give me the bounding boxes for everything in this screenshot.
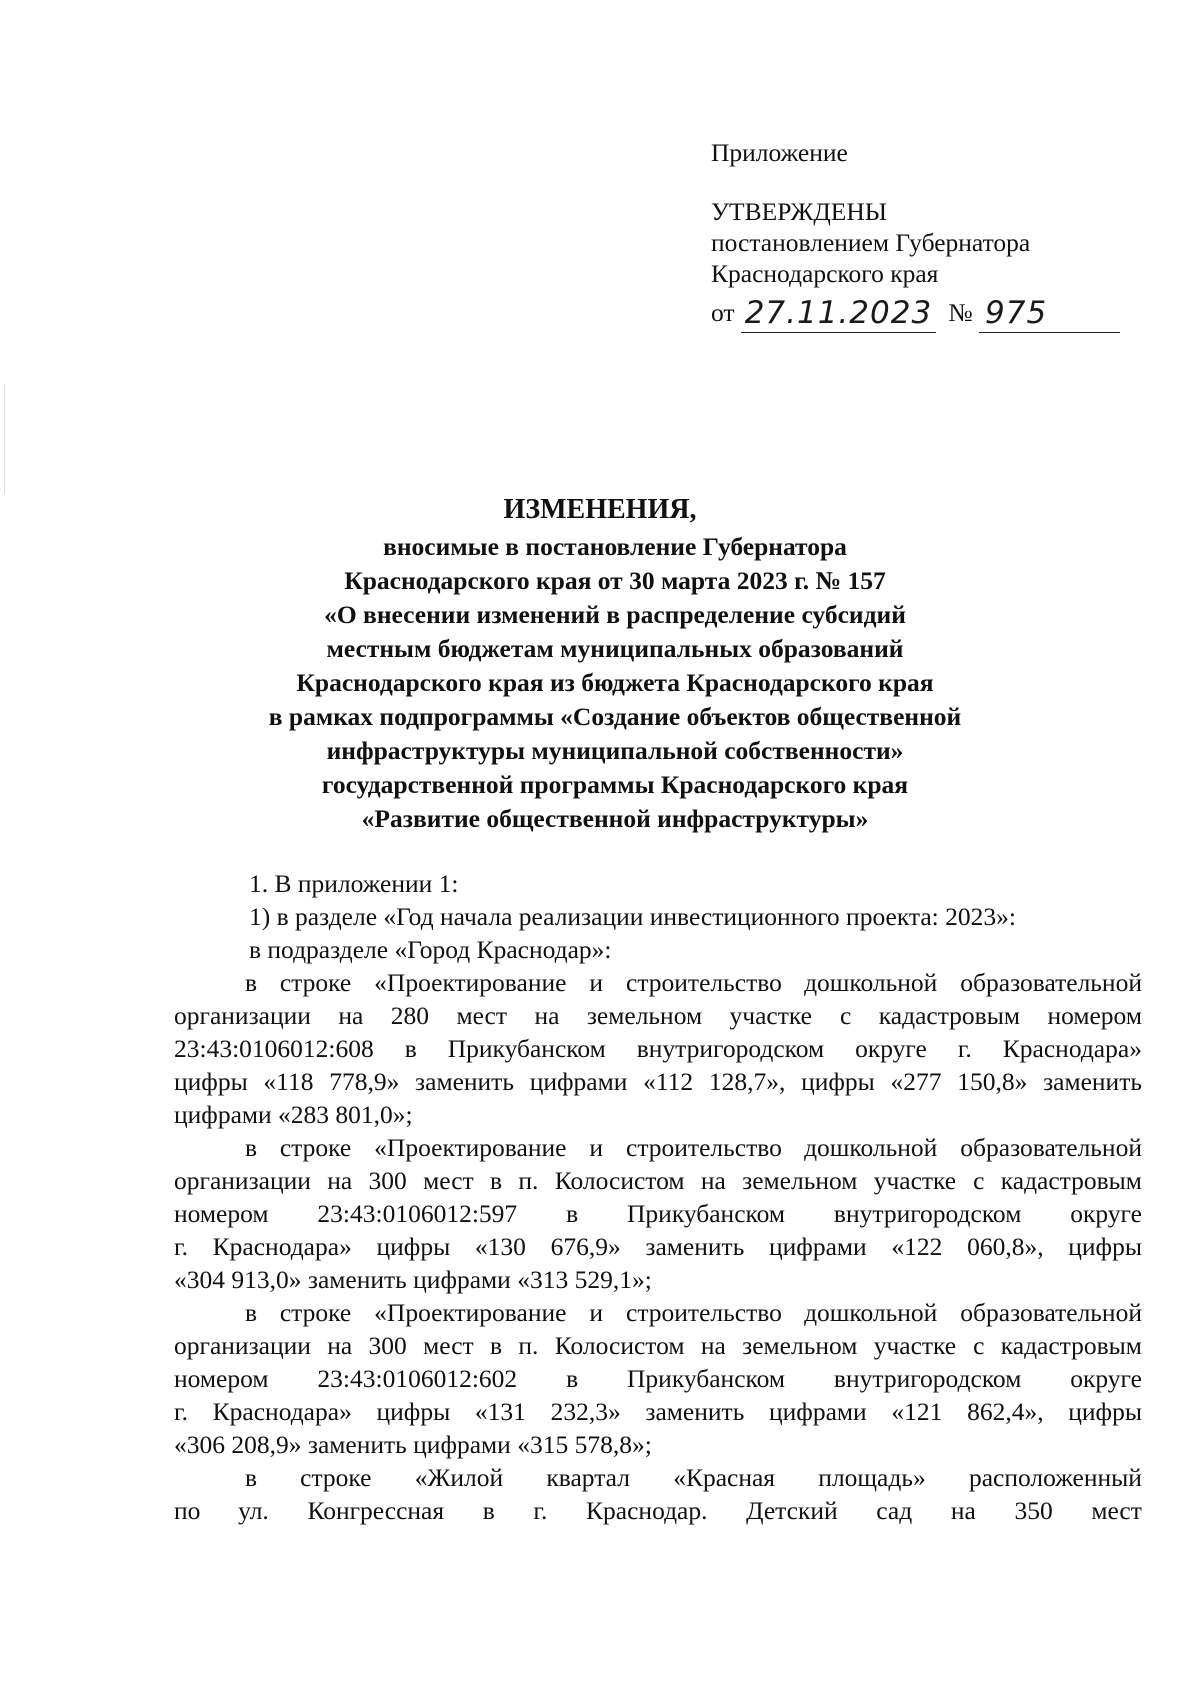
paragraph-line: г. Краснодара» цифры «131 232,3» заменить цифрами «121 862,4», цифры [174, 1397, 1142, 1426]
paragraph-line: номером 23:43:0106012:602 в Прикубанском внутригородском округе [174, 1364, 1142, 1393]
paragraph-line: цифры «118 778,9» заменить цифрами «112 128,7», цифры «277 150,8» заменить [174, 1067, 1142, 1096]
title-line: «О внесении изменений в распределение субсидий [324, 600, 906, 629]
title-line: Краснодарского края из бюджета Краснодарского края [296, 668, 934, 697]
handwritten-number: 975 [979, 294, 1120, 333]
paragraph-line: по ул. Конгрессная в г. Краснодар. Детский сад на 350 мест [174, 1496, 1142, 1525]
number-sign: № [948, 298, 973, 327]
approved-label: УТВЕРЖДЕНЫ [711, 197, 887, 226]
subsection-label: в подразделе «Город Краснодар»: [249, 935, 612, 964]
title-line: инфраструктуры муниципальной собственности» [326, 736, 904, 765]
title-line: в рамках подпрограммы «Создание объектов общественной [268, 702, 962, 731]
title-line: государственной программы Краснодарского края [321, 770, 909, 799]
date-prefix: от [711, 298, 735, 327]
title-line: Краснодарского края от 30 марта 2023 г. № 157 [344, 566, 886, 595]
date-number-row [711, 292, 1131, 332]
paragraph-line: «306 208,9» заменить цифрами «315 578,8»; [174, 1430, 652, 1459]
paragraph-line: в строке «Проектирование и строительство дошкольной образовательной [245, 968, 1142, 997]
paragraph-line: номером 23:43:0106012:597 в Прикубанском внутригородском округе [174, 1199, 1142, 1228]
paragraph-line: организации на 280 мест на земельном участке с кадастровым номером [174, 1001, 1142, 1030]
handwritten-date: 27.11.2023 [741, 294, 936, 333]
region-label: Краснодарского края [711, 259, 939, 288]
item-1: 1. В приложении 1: [249, 869, 459, 898]
title-line: местным бюджетам муниципальных образований [326, 634, 904, 663]
title-main: ИЗМЕНЕНИЯ, [503, 494, 697, 525]
appendix-label: Приложение [711, 138, 848, 167]
paragraph-line: 23:43:0106012:608 в Прикубанском внутригородском округе г. Краснодара» [174, 1034, 1142, 1063]
paragraph-line: организации на 300 мест в п. Колосистом на земельном участке с кадастровым [174, 1331, 1142, 1360]
title-line: «Развитие общественной инфраструктуры» [361, 804, 869, 833]
document-title [0, 490, 1200, 836]
paragraph-line: г. Краснодара» цифры «130 676,9» заменить цифрами «122 060,8», цифры [174, 1232, 1142, 1261]
paragraph-line: в строке «Проектирование и строительство дошкольной образовательной [245, 1298, 1142, 1327]
paragraph-line: в строке «Проектирование и строительство дошкольной образовательной [245, 1133, 1142, 1162]
paragraph-line: цифрами «283 801,0»; [174, 1100, 413, 1129]
paragraph-line: организации на 300 мест в п. Колосистом на земельном участке с кадастровым [174, 1166, 1142, 1195]
decree-label: постановлением Губернатора [711, 228, 1031, 257]
scan-edge-mark [4, 384, 5, 494]
subitem-1: 1) в разделе «Год начала реализации инвестиционного проекта: 2023»: [249, 902, 1016, 931]
paragraph-line: «304 913,0» заменить цифрами «313 529,1»; [174, 1265, 652, 1294]
title-line: вносимые в постановление Губернатора [383, 532, 847, 561]
approval-block [711, 140, 1131, 332]
paragraph-line: в строке «Жилой квартал «Красная площадь» расположенный [245, 1463, 1142, 1492]
